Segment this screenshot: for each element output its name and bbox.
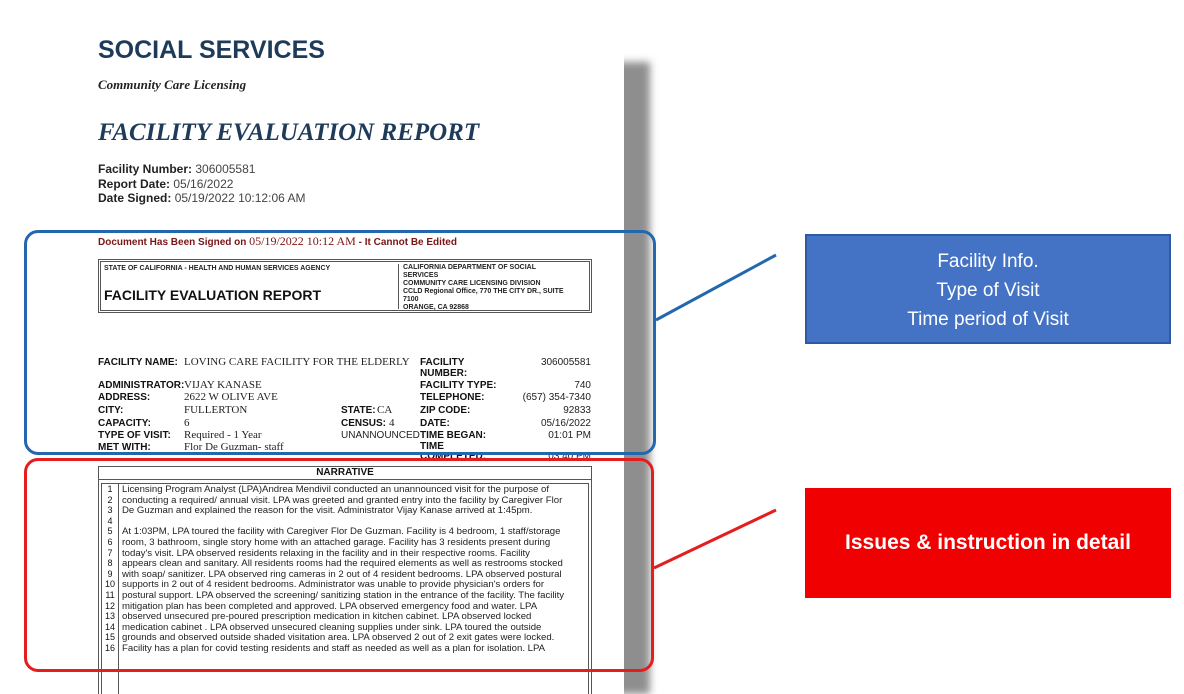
narrative-line: grounds and observed outside shaded visitation area. LPA observed 2 out of 2 exit gates were locked. (122, 633, 555, 644)
narrative-line: observed unsecured pre-poured prescription medication in kitchen cabinet. LPA observed locked (122, 612, 532, 623)
meta-facility-number: Facility Number: 306005581 (98, 162, 256, 176)
zip-code: 92833 (563, 405, 591, 416)
narrative-line: Facility has a plan for covid testing residents and staff as needed as well as a plan for isolation. LPA (122, 643, 546, 654)
met-with-label: MET WITH: (98, 442, 151, 453)
time-completed: 03:40 PM (548, 451, 591, 462)
administrator: VIJAY KANASE (184, 379, 262, 391)
narrative-line: appears clean and sanitary. All residents rooms had the required elements as well as restrooms stocked (122, 559, 563, 570)
time-completed-label-1: TIME (420, 441, 444, 452)
agency-heading: SOCIAL SERVICES (98, 36, 325, 64)
subagency-heading: Community Care Licensing (98, 77, 247, 92)
visit-type-label: TYPE OF VISIT: (98, 430, 171, 441)
meta-date-signed: Date Signed: 05/19/2022 10:12:06 AM (98, 191, 306, 205)
facility-number-label-1: FACILITY (420, 357, 465, 368)
blue-connector-line (656, 255, 776, 320)
facility-type-label: FACILITY TYPE: (420, 380, 497, 391)
census-label: CENSUS: (341, 418, 387, 429)
narrative-line: conducting a required/ annual visit. LPA was greeted and granted entry into the facility by Caregiver Flor (122, 495, 563, 506)
narrative-line-number: 12 (104, 600, 115, 611)
narrative-line-number: 2 (107, 494, 113, 505)
facility-info-callout (805, 234, 1171, 344)
visit-type: Required - 1 Year (184, 429, 262, 441)
time-began-label: TIME BEGAN: (420, 430, 487, 441)
narrative-line: today's visit. LPA observed residents relaxing in the facility and in their respective rooms. Facility (122, 548, 530, 559)
narrative-line-number: 10 (104, 579, 115, 590)
visit-date: 05/16/2022 (540, 418, 591, 429)
telephone: (657) 354-7340 (522, 392, 591, 403)
narrative-line-number: 8 (107, 558, 113, 569)
narrative-line-number: 7 (107, 547, 113, 558)
signed-notice: Document Has Been Signed on 05/19/2022 10:12 AM - It Cannot Be Edited (98, 234, 457, 248)
narrative-line-number: 6 (107, 536, 113, 547)
report-title: FACILITY EVALUATION REPORT (98, 119, 480, 146)
narrative-line: supports in 2 out of 4 resident bedrooms. Administrator was unable to provide physician's orders for (122, 580, 545, 591)
narrative-line: Licensing Program Analyst (LPA)Andrea Mendivil conducted an unannounced visit for the purpose of (122, 485, 549, 495)
telephone-label: TELEPHONE: (420, 392, 485, 403)
narrative-line-number: 15 (104, 632, 115, 643)
state-label: STATE: (341, 405, 376, 416)
capacity: 6 (184, 417, 190, 429)
city: FULLERTON (184, 404, 248, 416)
facility-number-label-2: NUMBER: (420, 368, 468, 379)
facility-number: 306005581 (540, 357, 591, 368)
form-title: FACILITY EVALUATION REPORT (104, 287, 322, 303)
narrative-line-number: 13 (104, 611, 115, 622)
met-with: Flor De Guzman- staff (184, 441, 284, 453)
state: CA (377, 404, 393, 416)
city-label: CITY: (98, 405, 124, 416)
facility-type: 740 (574, 380, 591, 391)
red-connector-line (654, 510, 776, 568)
zip-label: ZIP CODE: (420, 405, 471, 416)
time-began: 01:01 PM (548, 430, 591, 441)
callout-line-visit-type: Type of Visit (936, 280, 1040, 301)
narrative-line: postural support. LPA observed the screening/ sanitizing station in the entrance of the facility. The facility (122, 590, 565, 601)
narrative-line-number: 14 (104, 621, 115, 632)
time-completed-label-2: COMPLETED: (420, 451, 487, 462)
narrative-line-number: 11 (105, 589, 115, 600)
address-label: ADDRESS: (98, 392, 151, 403)
callout-line-facility-info: Facility Info. (937, 251, 1039, 272)
address: 2622 W OLIVE AVE (184, 391, 278, 403)
census: 4 (389, 417, 395, 429)
date-label: DATE: (420, 418, 450, 429)
administrator-label: ADMINISTRATOR: (98, 380, 185, 391)
narrative-line: medication cabinet . LPA observed unsecured cleaning supplies under sink. LPA toured the outside (122, 622, 542, 633)
unannounced-label: UNANNOUNCED (341, 430, 420, 441)
narrative-line: De Guzman and explained the reason for the visit. Administrator Vijay Kanase arrived at 1:45pm. (122, 506, 533, 517)
facility-name: LOVING CARE FACILITY FOR THE ELDERLY (184, 356, 410, 368)
facility-name-label: FACILITY NAME: (98, 357, 178, 368)
narrative-heading: NARRATIVE (99, 467, 591, 480)
callout-line-visit-period: Time period of Visit (907, 309, 1069, 330)
division-address: CALIFORNIA DEPARTMENT OF SOCIAL SERVICES COMMUNITY CARE LICENSING DIVISION CCLD Regional Office, 770 THE CITY DR., SUITE 7100 ORANGE, CA 92868 (403, 264, 564, 311)
meta-report-date: Report Date: 05/16/2022 (98, 177, 234, 191)
narrative-line-number: 16 (104, 642, 115, 653)
narrative-line-number: 5 (107, 526, 113, 537)
narrative-line: mitigation plan has been completed and approved. LPA observed emergency food and water. LPA (122, 601, 538, 612)
narrative-line: room, 3 bathroom, single story home with an attached garage. Facility has 3 residents present during (122, 537, 551, 548)
narrative-line-number: 1 (107, 484, 113, 494)
issues-callout: Issues & instruction in detail (805, 488, 1171, 598)
narrative-line-number: 3 (107, 505, 113, 516)
narrative-line-number: 9 (107, 568, 113, 579)
narrative-line-number: 4 (107, 515, 113, 526)
capacity-label: CAPACITY: (98, 418, 151, 429)
narrative-line: with soap/ sanitizer. LPA observed ring cameras in 2 out of 4 resident bedrooms. LPA observed postural (122, 569, 562, 580)
state-agency-label: STATE OF CALIFORNIA - HEALTH AND HUMAN SERVICES AGENCY (104, 265, 331, 272)
narrative-line: At 1:03PM, LPA toured the facility with Caregiver Flor De Guzman. Facility is 4 bedroom, 1 staff/storage (122, 527, 561, 538)
